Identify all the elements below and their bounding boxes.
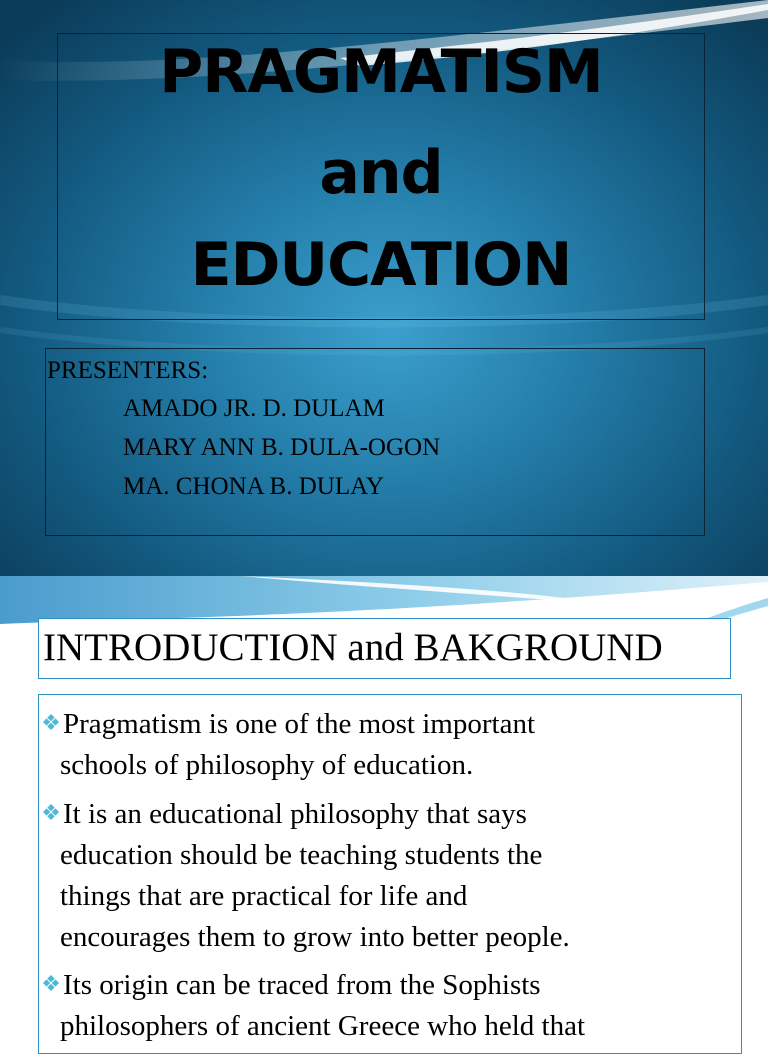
list-item: [39, 792, 570, 958]
presenter-name: MARY ANN B. DULA-OGON: [123, 434, 441, 461]
diamond-bullet-icon: ❖: [41, 710, 61, 735]
presenters-label: PRESENTERS:: [47, 357, 209, 384]
bullet-text: schools of philosophy of education.: [60, 749, 474, 781]
bullet-text: It is an educational philosophy that says: [63, 798, 527, 830]
bullet-text: encourages them to grow into better people.: [60, 921, 570, 953]
title-line-3: EDUCATION: [190, 230, 572, 300]
presenter-name: AMADO JR. D. DULAM: [123, 395, 385, 422]
diamond-bullet-icon: ❖: [41, 971, 61, 996]
bullet-text: things that are practical for life and: [60, 880, 468, 912]
bullet-text: Pragmatism is one of the most important: [63, 708, 536, 740]
title-frame: [57, 33, 705, 320]
title-line-2: and: [319, 138, 443, 208]
bullet-text: philosophers of ancient Greece who held that: [60, 1010, 586, 1042]
title-line-1: PRAGMATISM: [159, 37, 603, 107]
slide-title: INTRODUCTION and BAKGROUND: [38, 618, 731, 679]
diamond-bullet-icon: ❖: [41, 800, 61, 825]
list-item: [39, 963, 585, 1047]
presenters-frame: [45, 348, 705, 536]
list-item: [39, 702, 535, 786]
bullet-list: [38, 694, 742, 1054]
introduction-slide: [0, 576, 768, 1042]
bullet-text: education should be teaching students the: [60, 839, 543, 871]
bullet-text: Its origin can be traced from the Sophists: [63, 969, 541, 1001]
presenter-name: MA. CHONA B. DULAY: [123, 473, 384, 500]
